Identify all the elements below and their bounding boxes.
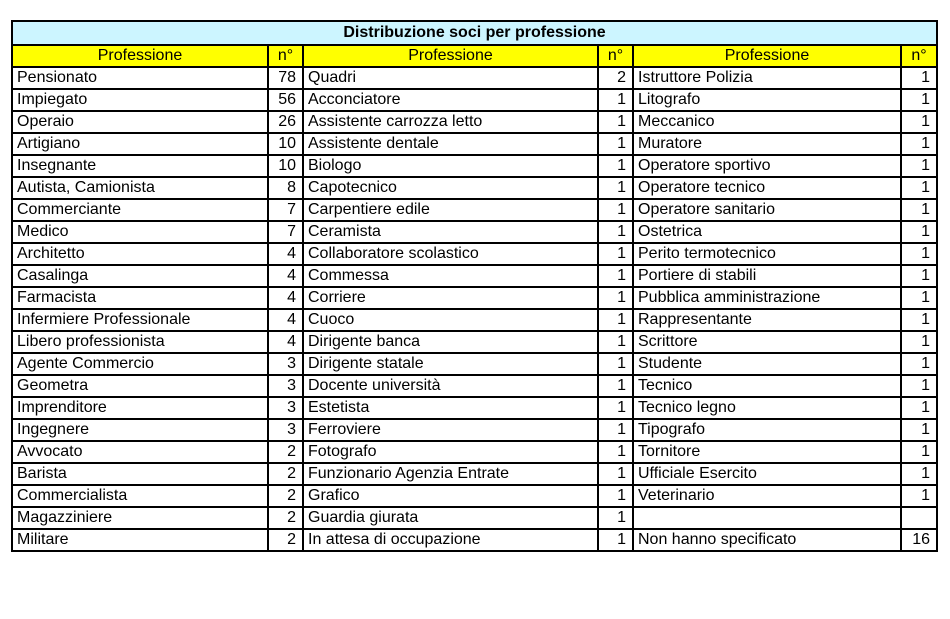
table-row bbox=[12, 67, 937, 89]
profession-cell: Tipografo bbox=[633, 419, 901, 441]
table-row bbox=[12, 309, 937, 331]
profession-cell: Cuoco bbox=[303, 309, 598, 331]
profession-cell: Militare bbox=[12, 529, 268, 551]
count-cell: 1 bbox=[598, 485, 633, 507]
table-body bbox=[12, 67, 937, 551]
column-header-count-2: n° bbox=[598, 45, 633, 67]
count-cell: 7 bbox=[268, 221, 303, 243]
profession-cell: Artigiano bbox=[12, 133, 268, 155]
profession-cell: Libero professionista bbox=[12, 331, 268, 353]
table-row bbox=[12, 419, 937, 441]
profession-cell: Dirigente banca bbox=[303, 331, 598, 353]
count-cell: 1 bbox=[598, 133, 633, 155]
count-cell: 1 bbox=[901, 177, 937, 199]
count-cell: 1 bbox=[901, 133, 937, 155]
table-row bbox=[12, 221, 937, 243]
profession-cell: Agente Commercio bbox=[12, 353, 268, 375]
profession-cell: Non hanno specificato bbox=[633, 529, 901, 551]
profession-cell: Funzionario Agenzia Entrate bbox=[303, 463, 598, 485]
count-cell: 1 bbox=[901, 309, 937, 331]
profession-cell: Imprenditore bbox=[12, 397, 268, 419]
table-row bbox=[12, 529, 937, 551]
count-cell: 4 bbox=[268, 331, 303, 353]
profession-cell: Ostetrica bbox=[633, 221, 901, 243]
profession-cell: Corriere bbox=[303, 287, 598, 309]
profession-cell: Commercialista bbox=[12, 485, 268, 507]
count-cell: 1 bbox=[598, 155, 633, 177]
table-row bbox=[12, 111, 937, 133]
count-cell: 2 bbox=[268, 485, 303, 507]
count-cell: 78 bbox=[268, 67, 303, 89]
profession-cell: Infermiere Professionale bbox=[12, 309, 268, 331]
profession-cell: Collaboratore scolastico bbox=[303, 243, 598, 265]
count-cell: 1 bbox=[598, 419, 633, 441]
table-row bbox=[12, 507, 937, 529]
table-header-row bbox=[12, 45, 937, 67]
count-cell: 1 bbox=[598, 199, 633, 221]
count-cell: 1 bbox=[901, 375, 937, 397]
count-cell: 1 bbox=[901, 485, 937, 507]
profession-cell: Ufficiale Esercito bbox=[633, 463, 901, 485]
table-row bbox=[12, 397, 937, 419]
count-cell: 3 bbox=[268, 353, 303, 375]
count-cell: 2 bbox=[598, 67, 633, 89]
count-cell: 1 bbox=[901, 353, 937, 375]
profession-cell: Fotografo bbox=[303, 441, 598, 463]
profession-cell: Insegnante bbox=[12, 155, 268, 177]
profession-cell: Ferroviere bbox=[303, 419, 598, 441]
count-cell: 1 bbox=[901, 287, 937, 309]
profession-cell: Ingegnere bbox=[12, 419, 268, 441]
count-cell: 1 bbox=[901, 463, 937, 485]
column-header-profession-1: Professione bbox=[12, 45, 268, 67]
profession-cell: Magazziniere bbox=[12, 507, 268, 529]
profession-cell: Impiegato bbox=[12, 89, 268, 111]
count-cell: 1 bbox=[598, 331, 633, 353]
count-cell: 1 bbox=[598, 265, 633, 287]
table-row bbox=[12, 463, 937, 485]
count-cell: 1 bbox=[598, 353, 633, 375]
count-cell: 1 bbox=[598, 309, 633, 331]
profession-cell: Commessa bbox=[303, 265, 598, 287]
count-cell: 3 bbox=[268, 397, 303, 419]
count-cell: 1 bbox=[598, 529, 633, 551]
count-cell: 3 bbox=[268, 419, 303, 441]
profession-cell: Studente bbox=[633, 353, 901, 375]
profession-cell: Carpentiere edile bbox=[303, 199, 598, 221]
count-cell: 2 bbox=[268, 529, 303, 551]
column-header-profession-3: Professione bbox=[633, 45, 901, 67]
profession-cell: Acconciatore bbox=[303, 89, 598, 111]
table-row bbox=[12, 375, 937, 397]
profession-cell: In attesa di occupazione bbox=[303, 529, 598, 551]
count-cell: 10 bbox=[268, 133, 303, 155]
table-row bbox=[12, 287, 937, 309]
count-cell: 2 bbox=[268, 463, 303, 485]
profession-cell: Pubblica amministrazione bbox=[633, 287, 901, 309]
count-cell: 4 bbox=[268, 243, 303, 265]
count-cell: 1 bbox=[901, 331, 937, 353]
count-cell: 1 bbox=[901, 441, 937, 463]
count-cell: 1 bbox=[598, 89, 633, 111]
count-cell: 1 bbox=[598, 177, 633, 199]
column-header-count-1: n° bbox=[268, 45, 303, 67]
column-header-count-3: n° bbox=[901, 45, 937, 67]
count-cell: 1 bbox=[901, 89, 937, 111]
count-cell: 1 bbox=[598, 111, 633, 133]
profession-cell: Istruttore Polizia bbox=[633, 67, 901, 89]
table-row bbox=[12, 485, 937, 507]
profession-cell: Operatore sportivo bbox=[633, 155, 901, 177]
count-cell: 56 bbox=[268, 89, 303, 111]
count-cell: 1 bbox=[598, 243, 633, 265]
count-cell: 8 bbox=[268, 177, 303, 199]
profession-cell: Veterinario bbox=[633, 485, 901, 507]
profession-cell: Estetista bbox=[303, 397, 598, 419]
profession-cell: Assistente carrozza letto bbox=[303, 111, 598, 133]
count-cell: 1 bbox=[598, 287, 633, 309]
count-cell: 1 bbox=[901, 67, 937, 89]
table-row bbox=[12, 441, 937, 463]
table-row bbox=[12, 89, 937, 111]
profession-cell: Litografo bbox=[633, 89, 901, 111]
column-header-profession-2: Professione bbox=[303, 45, 598, 67]
profession-cell: Rappresentante bbox=[633, 309, 901, 331]
profession-cell: Barista bbox=[12, 463, 268, 485]
table-row bbox=[12, 243, 937, 265]
table-row bbox=[12, 265, 937, 287]
table-row bbox=[12, 133, 937, 155]
profession-cell: Medico bbox=[12, 221, 268, 243]
profession-distribution-table bbox=[11, 20, 938, 552]
profession-cell: Meccanico bbox=[633, 111, 901, 133]
count-cell: 1 bbox=[598, 507, 633, 529]
profession-cell: Scrittore bbox=[633, 331, 901, 353]
table-row bbox=[12, 177, 937, 199]
profession-cell: Perito termotecnico bbox=[633, 243, 901, 265]
profession-cell: Biologo bbox=[303, 155, 598, 177]
count-cell: 7 bbox=[268, 199, 303, 221]
profession-cell: Architetto bbox=[12, 243, 268, 265]
table-title: Distribuzione soci per professione bbox=[12, 21, 937, 45]
profession-cell: Tecnico bbox=[633, 375, 901, 397]
count-cell: 4 bbox=[268, 287, 303, 309]
profession-cell bbox=[633, 507, 901, 529]
profession-cell: Operatore sanitario bbox=[633, 199, 901, 221]
profession-cell: Autista, Camionista bbox=[12, 177, 268, 199]
count-cell: 3 bbox=[268, 375, 303, 397]
profession-cell: Farmacista bbox=[12, 287, 268, 309]
profession-cell: Assistente dentale bbox=[303, 133, 598, 155]
table-row bbox=[12, 155, 937, 177]
profession-cell: Quadri bbox=[303, 67, 598, 89]
count-cell: 1 bbox=[901, 155, 937, 177]
profession-cell: Portiere di stabili bbox=[633, 265, 901, 287]
count-cell: 1 bbox=[901, 397, 937, 419]
table-row bbox=[12, 353, 937, 375]
profession-cell: Tornitore bbox=[633, 441, 901, 463]
table-title-row bbox=[12, 21, 937, 45]
profession-cell: Muratore bbox=[633, 133, 901, 155]
profession-cell: Grafico bbox=[303, 485, 598, 507]
profession-cell: Operaio bbox=[12, 111, 268, 133]
count-cell: 1 bbox=[901, 243, 937, 265]
count-cell: 4 bbox=[268, 309, 303, 331]
count-cell: 16 bbox=[901, 529, 937, 551]
count-cell: 26 bbox=[268, 111, 303, 133]
count-cell bbox=[901, 507, 937, 529]
profession-cell: Tecnico legno bbox=[633, 397, 901, 419]
profession-cell: Commerciante bbox=[12, 199, 268, 221]
count-cell: 1 bbox=[901, 111, 937, 133]
profession-cell: Pensionato bbox=[12, 67, 268, 89]
count-cell: 2 bbox=[268, 507, 303, 529]
profession-cell: Casalinga bbox=[12, 265, 268, 287]
profession-cell: Capotecnico bbox=[303, 177, 598, 199]
table-row bbox=[12, 199, 937, 221]
profession-cell: Geometra bbox=[12, 375, 268, 397]
profession-distribution-table-container bbox=[11, 20, 936, 552]
count-cell: 1 bbox=[901, 199, 937, 221]
profession-cell: Docente università bbox=[303, 375, 598, 397]
count-cell: 4 bbox=[268, 265, 303, 287]
count-cell: 1 bbox=[598, 463, 633, 485]
count-cell: 1 bbox=[598, 441, 633, 463]
count-cell: 10 bbox=[268, 155, 303, 177]
count-cell: 1 bbox=[598, 397, 633, 419]
count-cell: 1 bbox=[901, 221, 937, 243]
profession-cell: Dirigente statale bbox=[303, 353, 598, 375]
count-cell: 1 bbox=[901, 419, 937, 441]
count-cell: 2 bbox=[268, 441, 303, 463]
profession-cell: Operatore tecnico bbox=[633, 177, 901, 199]
count-cell: 1 bbox=[598, 221, 633, 243]
table-row bbox=[12, 331, 937, 353]
profession-cell: Avvocato bbox=[12, 441, 268, 463]
count-cell: 1 bbox=[901, 265, 937, 287]
profession-cell: Guardia giurata bbox=[303, 507, 598, 529]
profession-cell: Ceramista bbox=[303, 221, 598, 243]
count-cell: 1 bbox=[598, 375, 633, 397]
